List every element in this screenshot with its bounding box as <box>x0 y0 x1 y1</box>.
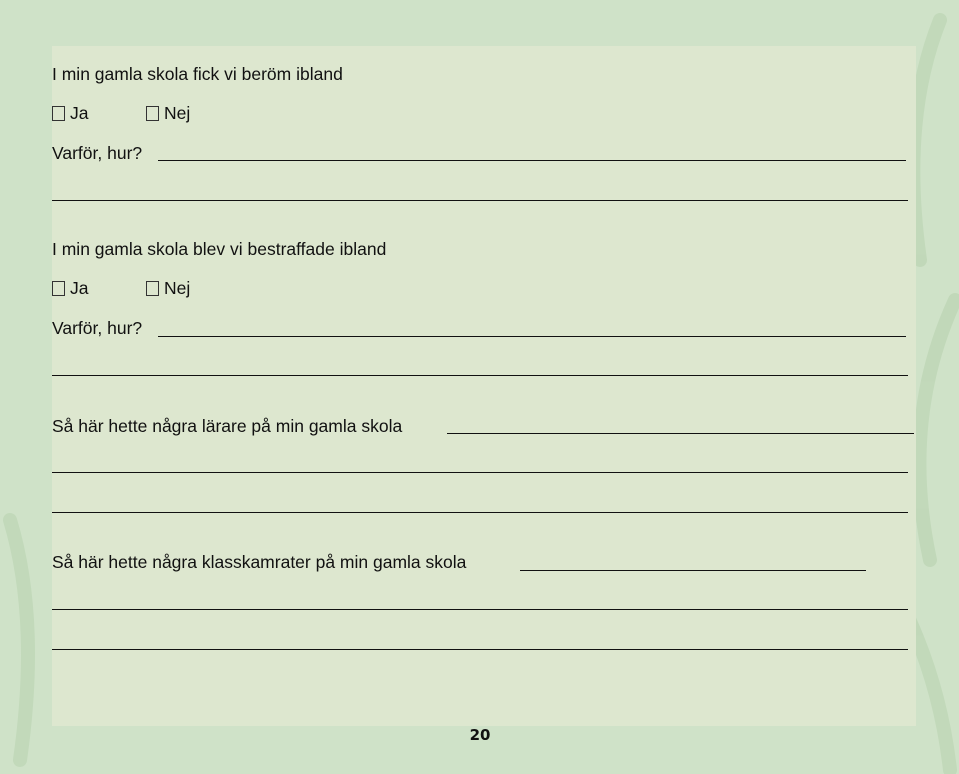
worksheet-page <box>52 46 916 726</box>
answer-line-punishment-2[interactable] <box>52 375 908 376</box>
option-yes-punishment[interactable] <box>52 278 88 298</box>
checkbox-yes-punishment[interactable] <box>52 281 65 296</box>
option-no-praise[interactable] <box>146 103 190 123</box>
option-no-label: Nej <box>164 278 191 298</box>
question-punishment: I min gamla skola blev vi bestraffade ibland <box>52 239 387 259</box>
question-praise: I min gamla skola fick vi beröm ibland <box>52 64 343 84</box>
answer-line-classmates-3[interactable] <box>52 649 908 650</box>
option-no-label: Nej <box>164 103 191 123</box>
followup-label-punishment: Varför, hur? <box>52 318 143 338</box>
answer-line-punishment-1[interactable] <box>158 336 906 337</box>
option-yes-label: Ja <box>70 278 89 298</box>
checkbox-yes-praise[interactable] <box>52 106 65 121</box>
option-yes-praise[interactable] <box>52 103 88 123</box>
answer-line-classmates-1[interactable] <box>520 570 866 571</box>
answer-line-teachers-1[interactable] <box>447 433 914 434</box>
prompt-classmates: Så här hette några klasskamrater på min gamla skola <box>52 552 467 572</box>
answer-line-praise-2[interactable] <box>52 200 908 201</box>
answer-line-teachers-3[interactable] <box>52 512 908 513</box>
option-no-punishment[interactable] <box>146 278 190 298</box>
prompt-teachers: Så här hette några lärare på min gamla skola <box>52 416 403 436</box>
answer-line-classmates-2[interactable] <box>52 609 908 610</box>
checkbox-no-praise[interactable] <box>146 106 159 121</box>
answer-line-praise-1[interactable] <box>158 160 906 161</box>
followup-label-praise: Varför, hur? <box>52 143 143 163</box>
page-number: 20 <box>469 726 491 744</box>
answer-line-teachers-2[interactable] <box>52 472 908 473</box>
option-yes-label: Ja <box>70 103 89 123</box>
checkbox-no-punishment[interactable] <box>146 281 159 296</box>
